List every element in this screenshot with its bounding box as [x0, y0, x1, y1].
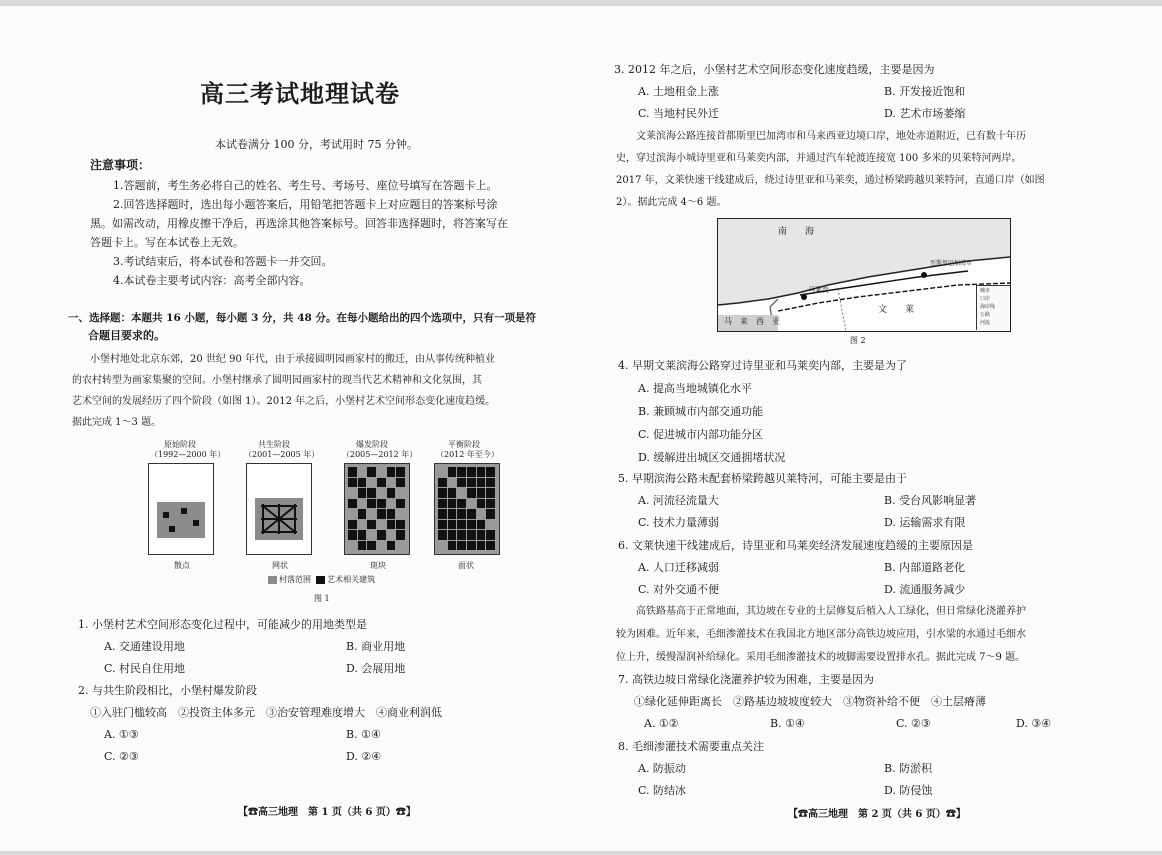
art-building	[387, 509, 396, 519]
option-a[interactable]: A. 人口迁移减弱	[638, 561, 719, 574]
section-heading-cont: 合题目要求的。	[88, 329, 165, 342]
option-d[interactable]: D. 防侵蚀	[884, 784, 933, 797]
option-b[interactable]: B. ①④	[770, 717, 805, 730]
legend-art: 艺术相关建筑	[327, 575, 376, 584]
art-building	[348, 467, 357, 477]
art-building	[396, 478, 405, 488]
option-c[interactable]: C. ②③	[896, 717, 931, 730]
question-5-stem: 5. 早期滨海公路未配套桥梁跨越贝莱特河，可能主要是由于	[618, 472, 907, 485]
art-building	[486, 499, 495, 509]
stage-caption: 散点	[174, 561, 190, 570]
question-4-stem: 4. 早期文莱滨海公路穿过诗里亚和马莱奕内部，主要是为了	[618, 359, 907, 372]
art-building	[358, 478, 367, 488]
art-building	[457, 541, 466, 551]
art-building	[377, 478, 386, 488]
figure-1-label: 图 1	[314, 594, 330, 603]
passage-line: 较为困难。近年来，毛细渗灌技术在我国北方地区部分高铁边坡应用，引水梁的水通过毛细水	[616, 629, 1026, 640]
art-building	[358, 530, 367, 540]
art-building	[348, 520, 357, 530]
art-building	[467, 530, 476, 540]
option-c[interactable]: C. ②③	[104, 750, 139, 763]
legend-road: 公路	[980, 312, 991, 318]
art-building	[448, 488, 457, 498]
map-label-sea: 南 海	[778, 227, 815, 237]
art-building	[169, 526, 175, 532]
option-a[interactable]: A. ①③	[104, 728, 139, 741]
question-2-statements: ①入驻门槛较高 ②投资主体多元 ③治安管理难度增大 ④商业利润低	[90, 706, 442, 719]
legend-coastline: 海岸线	[980, 304, 996, 310]
notice-line: 1.答题前，考生务必将自己的姓名、考生号、考场号、座位号填写在答题卡上。	[113, 179, 498, 192]
section-heading: 一、选择题：本题共 16 小题，每小题 3 分，共 48 分。在每小题给出的四个选项中，只有一项是符	[68, 312, 536, 324]
passage-line: 的农村转型为画家集聚的空间。小堡村继承了圆明园画家村的现当代艺术精神和文化氛围，其	[72, 375, 482, 386]
stage-name: 平衡阶段	[448, 440, 480, 449]
art-building	[438, 530, 447, 540]
stage-panel-network	[246, 463, 312, 555]
option-b[interactable]: B. 防淤积	[884, 762, 933, 775]
stage-years: （1992—2000 年）	[150, 450, 226, 459]
passage-line: 据此完成 1～3 题。	[72, 417, 162, 428]
option-c[interactable]: C. 防结冰	[638, 784, 687, 797]
legend-port: 口岸	[980, 296, 991, 302]
passage-line: 2）。据此完成 4～6 题。	[616, 197, 727, 208]
option-a[interactable]: A. 河流径流量大	[638, 494, 719, 507]
question-2-stem: 2. 与共生阶段相比，小堡村爆发阶段	[78, 684, 257, 697]
art-building	[438, 488, 447, 498]
art-building	[448, 530, 457, 540]
stage-years: （2012 年至今）	[436, 450, 499, 459]
option-d[interactable]: D. 艺术市场萎缩	[884, 107, 966, 120]
option-d[interactable]: D. 流通服务减少	[884, 583, 966, 596]
art-building	[377, 530, 386, 540]
stage-panel-patch	[344, 463, 410, 555]
notice-line: 2.回答选择题时，选出每小题答案后，用铅笔把答题卡上对应题目的答案标号涂	[113, 198, 498, 211]
passage-line: 小堡村地处北京东郊，20 世纪 90 年代，由于承接圆明园画家村的搬迁，由从事传统种植业	[90, 354, 495, 365]
question-7-stem: 7. 高铁边坡日常绿化浇灌养护较为困难，主要是因为	[618, 673, 874, 686]
art-building	[477, 530, 486, 540]
art-building	[467, 478, 476, 488]
option-b[interactable]: B. 兼顾城市内部交通功能	[638, 405, 764, 418]
question-3-stem: 3. 2012 年之后，小堡村艺术空间形态变化速度趋缓，主要是因为	[614, 63, 935, 76]
art-building	[457, 467, 466, 477]
option-d[interactable]: D. ③④	[1016, 717, 1052, 730]
art-building	[486, 541, 495, 551]
passage-line: 史，穿过滨海小城诗里亚和马莱奕内部，并通过汽车轮渡连接宽 100 多米的贝莱特河两岸。	[616, 153, 1022, 164]
question-7-statements: ①绿化延伸距离长 ②路基边坡坡度较大 ③物资补给不便 ④土层瘠薄	[634, 695, 986, 708]
option-c[interactable]: C. 技术力量薄弱	[638, 516, 720, 529]
passage-line: 文莱滨海公路连接首都斯里巴加湾市和马来西亚边境口岸，地处赤道附近，已有数十年历	[636, 131, 1026, 142]
option-a[interactable]: A. 提高当地城镇化水平	[638, 382, 752, 395]
art-building	[358, 488, 367, 498]
page-footer: 【☎高三地理 第 1 页（共 6 页）☎】	[238, 807, 416, 818]
art-building	[396, 520, 405, 530]
art-building	[396, 467, 405, 477]
art-building	[181, 508, 187, 514]
art-building	[467, 541, 476, 551]
art-building	[448, 499, 457, 509]
art-building	[438, 509, 447, 519]
option-b[interactable]: B. 商业用地	[346, 640, 406, 653]
stage-panel-scattered	[148, 463, 214, 555]
legend-river: 河流	[980, 320, 991, 326]
art-building	[486, 478, 495, 488]
art-building	[457, 499, 466, 509]
art-building	[367, 467, 376, 477]
question-8-stem: 8. 毛细渗灌技术需要重点关注	[618, 740, 764, 753]
notice-heading: 注意事项：	[90, 158, 151, 172]
scan-bottom-edge	[0, 851, 1162, 855]
option-a[interactable]: A. 防振动	[638, 762, 686, 775]
art-building	[477, 488, 486, 498]
art-building	[486, 509, 495, 519]
map-label-capital-direction: 至斯里巴加湾市	[930, 260, 973, 267]
legend-city: 城市	[980, 288, 991, 294]
art-building	[486, 488, 495, 498]
stage-years: （2005—2012 年）	[342, 450, 418, 459]
option-a[interactable]: A. ①②	[644, 717, 679, 730]
option-b[interactable]: B. 内部道路老化	[884, 561, 966, 574]
art-network	[259, 502, 299, 536]
art-building	[367, 541, 376, 551]
option-d[interactable]: D. 会展用地	[346, 662, 406, 675]
legend-swatch-village	[268, 576, 277, 584]
stage-panel-area	[434, 463, 500, 555]
art-building	[396, 499, 405, 509]
option-d[interactable]: D. 运输需求有限	[884, 516, 966, 529]
stage-name: 原始阶段	[164, 440, 196, 449]
art-building	[448, 467, 457, 477]
art-building	[367, 488, 376, 498]
art-building	[387, 467, 396, 477]
exam-title: 高三考试地理试卷	[200, 80, 400, 108]
option-b[interactable]: B. ①④	[346, 728, 381, 741]
art-building	[438, 520, 447, 530]
art-building	[477, 467, 486, 477]
art-building	[448, 541, 457, 551]
art-building	[438, 478, 447, 488]
passage-line: 高铁路基高于正常地面，其边坡在专业的土层修复后植入人工绿化，但日常绿化浇灌养护	[636, 606, 1026, 617]
question-6-stem: 6. 文莱快速干线建成后，诗里亚和马莱奕经济发展速度趋缓的主要原因是	[618, 539, 973, 552]
art-building	[396, 530, 405, 540]
art-building	[438, 499, 447, 509]
art-building	[448, 509, 457, 519]
art-building	[348, 530, 357, 540]
map-label-country: 文 莱	[878, 305, 915, 315]
stage-caption: 网状	[272, 561, 288, 570]
art-building	[467, 509, 476, 519]
art-building	[467, 467, 476, 477]
art-building	[348, 478, 357, 488]
figure-1-legend	[268, 575, 375, 585]
passage-line: 艺术空间的发展经历了四个阶段（如图 1）。2012 年之后，小堡村艺术空间形态变化速度趋缓。	[72, 396, 496, 407]
map-graphic	[718, 219, 1010, 331]
map-legend	[976, 285, 1011, 330]
passage-line: 2017 年，文莱快速干线建成后，绕过诗里亚和马莱奕，通过桥梁跨越贝莱特河，直通口岸（如图	[616, 175, 1045, 186]
art-building	[457, 520, 466, 530]
art-building	[467, 488, 476, 498]
option-c[interactable]: C. 促进城市内部功能分区	[638, 428, 764, 441]
exam-info: 本试卷满分 100 分，考试用时 75 分钟。	[215, 138, 418, 151]
passage-line: 位上升，缓慢湿润补给绿化。采用毛细渗灌技术的坡脚需要设置排水孔。据此完成 7～9 题。	[616, 652, 1026, 663]
stage-name: 爆发阶段	[356, 440, 388, 449]
figure-2-label: 图 2	[850, 336, 866, 345]
legend-swatch-art	[316, 576, 325, 584]
art-building	[358, 541, 367, 551]
stage-name: 共生阶段	[258, 440, 290, 449]
notice-line: 答题卡上。写在本试卷上无效。	[90, 236, 244, 249]
art-building	[477, 520, 486, 530]
art-building	[377, 499, 386, 509]
stage-caption: 斑块	[370, 561, 386, 570]
option-d[interactable]: D. ②④	[346, 750, 382, 763]
option-b[interactable]: B. 开发接近饱和	[884, 85, 966, 98]
option-a[interactable]: A. 土地租金上涨	[638, 85, 719, 98]
art-building	[163, 512, 169, 518]
page-2	[582, 0, 1162, 855]
art-building	[367, 499, 376, 509]
option-c[interactable]: C. 对外交通不便	[638, 583, 720, 596]
art-building	[457, 478, 466, 488]
option-c[interactable]: C. 当地村民外迁	[638, 107, 720, 120]
stage-years: （2001—2005 年）	[244, 450, 320, 459]
option-d[interactable]: D. 缓解进出城区交通拥堵状况	[638, 451, 786, 464]
art-building	[387, 488, 396, 498]
art-building	[457, 530, 466, 540]
notice-line: 4.本试卷主要考试内容：高考全部内容。	[113, 274, 311, 287]
question-1-stem: 1. 小堡村艺术空间形态变化过程中，可能减少的用地类型是	[78, 618, 367, 631]
art-building	[486, 530, 495, 540]
legend-village: 村落范围	[279, 575, 311, 584]
art-building	[377, 509, 386, 519]
option-b[interactable]: B. 受台风影响显著	[884, 494, 977, 507]
map-label-town: 马莱奕	[808, 286, 829, 294]
art-building	[193, 520, 199, 526]
art-building	[358, 509, 367, 519]
art-building	[477, 499, 486, 509]
notice-line: 3.考试结束后，将本试卷和答题卡一并交回。	[113, 255, 333, 268]
map-label-neighbor: 马 来 西 亚	[724, 317, 780, 326]
art-building	[387, 541, 396, 551]
art-building	[477, 478, 486, 488]
art-building	[367, 520, 376, 530]
option-a[interactable]: A. 交通建设用地	[104, 640, 185, 653]
figure-2-map	[717, 218, 1011, 332]
art-building	[348, 499, 357, 509]
art-building	[477, 541, 486, 551]
art-building	[457, 509, 466, 519]
art-building	[448, 520, 457, 530]
page-footer: 【☎高三地理 第 2 页（共 6 页）☎】	[788, 809, 966, 820]
art-building	[387, 520, 396, 530]
stage-caption: 面状	[458, 561, 474, 570]
option-c[interactable]: C. 村民自住用地	[104, 662, 186, 675]
art-building	[486, 467, 495, 477]
art-building	[467, 520, 476, 530]
notice-line: 黑。如需改动，用橡皮擦干净后，再选涂其他答案标号。回答非选择题时，将答案写在	[90, 217, 508, 230]
